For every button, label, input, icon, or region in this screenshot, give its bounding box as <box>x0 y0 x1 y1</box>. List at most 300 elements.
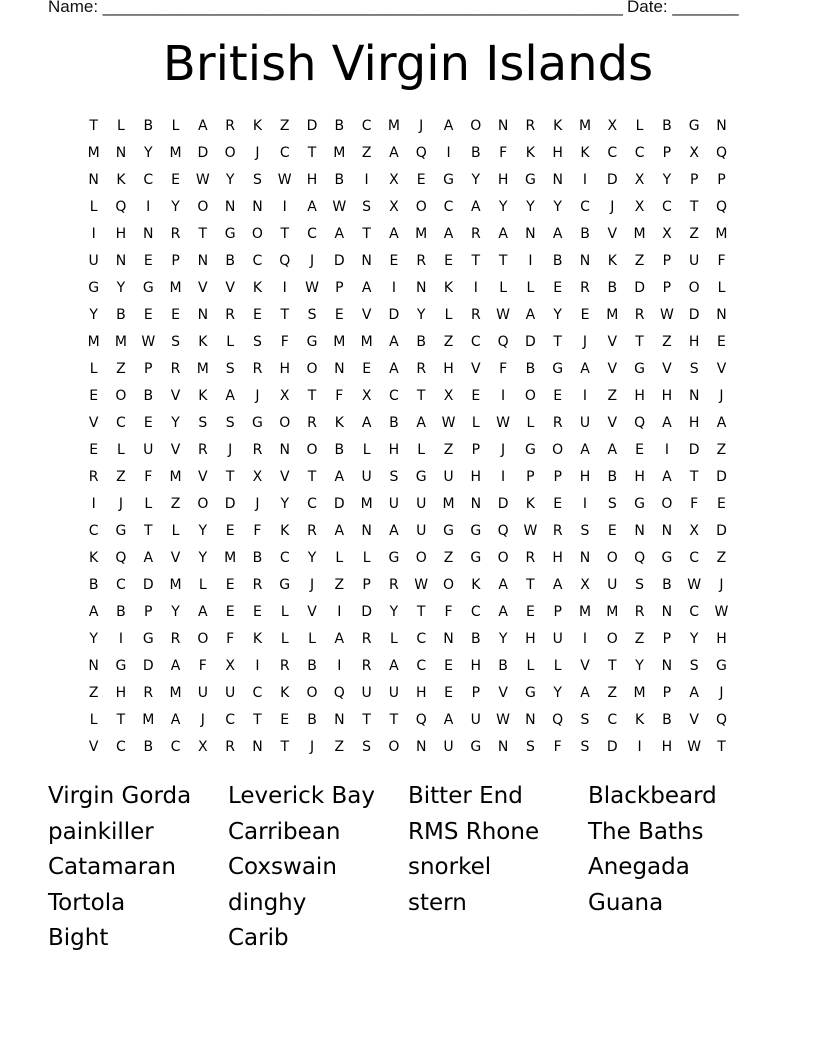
grid-letter: N <box>661 523 673 539</box>
grid-letter: I <box>364 172 369 188</box>
grid-letter: Z <box>116 361 126 377</box>
grid-letter: C <box>252 685 263 701</box>
grid-letter: P <box>144 361 153 377</box>
grid-letter: A <box>689 685 699 701</box>
grid-letter: S <box>252 172 262 188</box>
grid-letter: C <box>389 388 399 404</box>
grid-letter: V <box>607 415 618 431</box>
word-bank-item: stern <box>408 889 467 916</box>
grid-letter: R <box>361 631 372 647</box>
grid-letter: T <box>553 334 562 350</box>
grid-letter: N <box>252 739 263 755</box>
word-bank-item: Bight <box>48 925 109 951</box>
grid-letter: M <box>442 496 455 512</box>
grid-row <box>80 599 736 626</box>
grid-letter: T <box>280 307 289 323</box>
grid-letter: K <box>525 145 535 161</box>
grid-letter: V <box>498 685 508 701</box>
grid-letter: H <box>497 172 509 188</box>
grid-letter: W <box>277 172 292 188</box>
grid-letter: B <box>607 469 618 485</box>
grid-letter: I <box>582 172 588 188</box>
grid-letter: C <box>170 739 181 755</box>
grid-letter: H <box>306 172 318 188</box>
grid-letter: Q <box>552 712 564 728</box>
grid-letter: B <box>552 253 563 269</box>
grid-letter: H <box>115 685 127 701</box>
grid-letter: V <box>361 307 372 323</box>
grid-row <box>80 626 736 653</box>
grid-letter: Y <box>89 631 98 647</box>
grid-letter: K <box>280 523 290 539</box>
grid-letter: A <box>334 226 345 242</box>
grid-letter: G <box>634 496 646 512</box>
grid-letter: N <box>252 199 263 215</box>
grid-letter: O <box>306 361 318 377</box>
grid-letter: E <box>143 415 153 431</box>
grid-letter: E <box>280 712 290 728</box>
grid-letter: V <box>607 226 618 242</box>
grid-letter: H <box>525 631 536 647</box>
word-bank-item: RMS Rhone <box>408 818 540 845</box>
grid-letter: T <box>280 226 289 242</box>
grid-row <box>80 518 736 545</box>
grid-letter: H <box>716 631 727 647</box>
grid-letter: P <box>662 631 672 647</box>
grid-letter: P <box>689 172 699 188</box>
grid-letter: L <box>117 118 125 134</box>
grid-letter: B <box>389 415 399 431</box>
grid-letter: Q <box>634 415 646 431</box>
grid-letter: D <box>361 604 372 620</box>
grid-letter: Y <box>498 631 508 647</box>
grid-letter: M <box>333 145 346 161</box>
grid-letter: U <box>88 253 99 269</box>
grid-letter: G <box>470 739 482 755</box>
word-bank-item: Bitter End <box>408 783 523 809</box>
grid-letter: I <box>118 631 124 647</box>
grid-letter: I <box>664 442 669 458</box>
grid-row <box>80 221 736 248</box>
grid-letter: R <box>252 361 263 377</box>
grid-letter: Y <box>171 415 180 431</box>
grid-letter: N <box>197 307 209 323</box>
grid-letter: G <box>470 523 482 539</box>
grid-letter: J <box>255 388 260 404</box>
grid-letter: P <box>662 253 672 269</box>
word-bank-item: dinghy <box>228 889 307 916</box>
grid-letter: T <box>89 118 98 134</box>
grid-letter: S <box>580 712 590 728</box>
grid-letter: H <box>470 658 482 674</box>
grid-letter: O <box>552 442 564 458</box>
grid-letter: A <box>498 226 508 242</box>
grid-letter: E <box>171 172 180 188</box>
grid-letter: N <box>497 118 509 134</box>
grid-letter: V <box>689 712 699 728</box>
grid-letter: M <box>387 118 400 134</box>
grid-letter: L <box>89 199 98 215</box>
grid-letter: I <box>582 631 588 647</box>
grid-letter: Y <box>280 496 289 512</box>
grid-letter: C <box>634 145 645 161</box>
grid-letter: H <box>279 361 290 377</box>
grid-letter: N <box>716 307 727 323</box>
grid-letter: C <box>580 199 590 215</box>
grid-letter: X <box>198 739 208 755</box>
grid-letter: T <box>608 658 617 674</box>
grid-letter: E <box>444 685 453 701</box>
grid-letter: N <box>88 658 99 674</box>
grid-letter: A <box>389 145 399 161</box>
grid-letter: K <box>198 388 208 404</box>
grid-letter: N <box>361 523 372 539</box>
grid-letter: R <box>525 118 536 134</box>
grid-letter: V <box>198 280 208 296</box>
grid-letter: Z <box>334 739 345 755</box>
grid-letter: F <box>553 739 562 755</box>
grid-letter: Y <box>89 307 98 323</box>
grid-letter: Z <box>170 496 181 512</box>
grid-letter: X <box>389 172 399 188</box>
grid-letter: Q <box>497 334 509 350</box>
grid-letter: S <box>689 658 699 674</box>
grid-letter: K <box>471 577 481 593</box>
grid-letter: N <box>197 253 209 269</box>
grid-letter: T <box>307 469 317 485</box>
grid-letter: M <box>360 334 373 350</box>
grid-letter: E <box>89 388 99 404</box>
grid-letter: L <box>171 118 180 134</box>
grid-letter: B <box>225 253 235 269</box>
grid-letter: E <box>553 280 563 296</box>
grid-letter: A <box>198 118 208 134</box>
grid-letter: Y <box>307 550 317 566</box>
grid-letter: H <box>634 388 645 404</box>
grid-letter: U <box>361 685 372 701</box>
grid-letter: J <box>719 685 724 701</box>
grid-letter: T <box>307 145 317 161</box>
grid-letter: S <box>525 739 535 755</box>
grid-letter: P <box>144 604 153 620</box>
grid-letter: W <box>714 604 729 620</box>
grid-letter: J <box>719 577 724 593</box>
grid-letter: I <box>391 280 396 296</box>
grid-letter: A <box>416 415 426 431</box>
grid-letter: A <box>580 361 590 377</box>
grid-letter: L <box>526 658 535 674</box>
grid-letter: D <box>142 577 154 593</box>
grid-letter: V <box>307 604 317 620</box>
grid-letter: L <box>335 550 344 566</box>
grid-letter: E <box>717 496 726 512</box>
grid-letter: F <box>335 388 344 404</box>
grid-row <box>80 734 736 761</box>
grid-letter: B <box>662 577 672 593</box>
grid-letter: E <box>525 604 535 620</box>
grid-letter: B <box>307 712 317 728</box>
grid-letter: B <box>143 388 154 404</box>
word-bank-item: Tortola <box>48 889 126 916</box>
grid-letter: W <box>332 199 347 215</box>
grid-letter: T <box>689 469 699 485</box>
grid-letter: T <box>280 739 289 755</box>
word-bank-item: Catamaran <box>48 854 176 880</box>
grid-letter: G <box>142 631 154 647</box>
grid-letter: C <box>361 118 372 134</box>
grid-letter: E <box>253 307 262 323</box>
grid-letter: E <box>143 307 153 323</box>
grid-letter: R <box>197 442 208 458</box>
grid-letter: P <box>362 577 371 593</box>
grid-letter: O <box>306 685 318 701</box>
grid-letter: A <box>443 226 454 242</box>
grid-letter: X <box>607 118 618 134</box>
grid-letter: I <box>637 739 642 755</box>
grid-letter: G <box>661 550 673 566</box>
grid-letter: W <box>496 415 511 431</box>
grid-letter: L <box>226 334 235 350</box>
word-bank-item: Carribean <box>228 818 341 845</box>
grid-letter: C <box>252 253 263 269</box>
grid-letter: B <box>471 631 481 647</box>
grid-letter: K <box>252 118 263 134</box>
grid-letter: U <box>470 712 481 728</box>
grid-letter: A <box>389 523 399 539</box>
grid-letter: T <box>198 226 208 242</box>
grid-letter: B <box>334 118 345 134</box>
grid-letter: Q <box>715 145 727 161</box>
grid-letter: F <box>690 496 699 512</box>
grid-letter: M <box>633 685 646 701</box>
grid-letter: R <box>170 631 181 647</box>
grid-letter: M <box>87 334 100 350</box>
grid-letter: M <box>224 550 237 566</box>
grid-letter: I <box>91 226 96 242</box>
grid-letter: V <box>716 361 727 377</box>
grid-letter: B <box>307 658 317 674</box>
grid-letter: F <box>198 658 207 674</box>
grid-letter: K <box>280 685 290 701</box>
grid-letter: U <box>607 577 618 593</box>
grid-letter: S <box>635 577 645 593</box>
grid-letter: S <box>225 415 235 431</box>
grid-letter: X <box>689 523 699 539</box>
grid-letter: X <box>634 172 645 188</box>
grid-letter: G <box>252 415 263 431</box>
word-bank-item: painkiller <box>48 818 154 845</box>
grid-letter: I <box>282 280 287 296</box>
grid-letter: Z <box>334 577 345 593</box>
grid-letter: B <box>116 604 126 620</box>
grid-letter: T <box>253 712 262 728</box>
grid-letter: J <box>309 739 315 755</box>
grid-letter: O <box>470 118 482 134</box>
grid-letter: Y <box>553 307 562 323</box>
grid-letter: E <box>89 442 99 458</box>
grid-letter: M <box>142 712 155 728</box>
grid-letter: A <box>525 307 536 323</box>
grid-letter: Z <box>361 145 372 161</box>
grid-letter: T <box>143 523 153 539</box>
grid-letter: K <box>580 145 590 161</box>
grid-letter: R <box>525 550 536 566</box>
grid-row <box>80 140 736 167</box>
grid-letter: A <box>143 550 154 566</box>
grid-letter: S <box>607 496 617 512</box>
grid-letter: N <box>115 145 127 161</box>
grid-letter: V <box>225 280 235 296</box>
grid-letter: H <box>661 739 673 755</box>
grid-row <box>80 383 736 410</box>
grid-letter: C <box>225 712 236 728</box>
grid-letter: U <box>143 442 154 458</box>
grid-letter: F <box>253 523 262 539</box>
grid-row <box>80 545 736 572</box>
grid-letter: O <box>197 496 209 512</box>
grid-letter: B <box>662 118 672 134</box>
grid-letter: W <box>687 577 702 593</box>
grid-letter: C <box>470 604 481 620</box>
grid-letter: I <box>282 199 287 215</box>
grid-letter: H <box>552 145 563 161</box>
date-line: Date: _______ <box>627 0 739 16</box>
grid-letter: H <box>688 415 700 431</box>
grid-letter: I <box>337 658 342 674</box>
grid-letter: I <box>473 280 478 296</box>
grid-letter: R <box>252 577 263 593</box>
grid-letter: S <box>689 361 699 377</box>
grid-letter: G <box>552 361 564 377</box>
grid-letter: F <box>444 604 453 620</box>
grid-letter: P <box>717 172 726 188</box>
grid-letter: O <box>224 145 236 161</box>
grid-letter: S <box>362 199 372 215</box>
grid-letter: B <box>525 361 536 377</box>
grid-letter: L <box>198 577 207 593</box>
grid-row <box>80 464 736 491</box>
grid-letter: B <box>88 577 99 593</box>
grid-letter: C <box>416 658 427 674</box>
grid-letter: E <box>553 496 563 512</box>
grid-letter: T <box>717 739 726 755</box>
grid-letter: N <box>634 523 645 539</box>
grid-letter: W <box>141 334 156 350</box>
grid-letter: L <box>280 631 289 647</box>
grid-letter: R <box>634 307 645 323</box>
word-bank-item: snorkel <box>408 854 492 880</box>
grid-letter: O <box>606 550 618 566</box>
grid-letter: D <box>716 523 727 539</box>
grid-letter: Y <box>662 172 672 188</box>
grid-letter: G <box>388 550 400 566</box>
grid-letter: S <box>252 334 262 350</box>
grid-letter: T <box>689 199 699 215</box>
grid-letter: V <box>607 361 618 377</box>
grid-letter: A <box>389 334 399 350</box>
grid-letter: Y <box>553 199 562 215</box>
grid-letter: S <box>171 334 180 350</box>
grid-letter: Y <box>498 199 508 215</box>
grid-letter: N <box>497 739 509 755</box>
grid-letter: J <box>309 577 315 593</box>
grid-letter: Y <box>143 145 153 161</box>
grid-letter: Q <box>115 550 127 566</box>
grid-letter: B <box>662 712 672 728</box>
grid-letter: R <box>552 415 563 431</box>
grid-letter: N <box>143 226 154 242</box>
grid-letter: A <box>198 604 208 620</box>
grid-letter: I <box>582 496 588 512</box>
word-bank-item: Carib <box>228 925 289 951</box>
puzzle-title: British Virgin Islands <box>162 36 654 92</box>
grid-letter: Q <box>415 145 427 161</box>
grid-letter: A <box>498 577 508 593</box>
grid-letter: M <box>169 469 182 485</box>
grid-letter: I <box>91 496 96 512</box>
grid-letter: B <box>580 226 590 242</box>
grid-letter: I <box>146 199 151 215</box>
grid-letter: A <box>170 712 181 728</box>
grid-letter: L <box>499 280 507 296</box>
grid-letter: A <box>662 469 672 485</box>
grid-letter: F <box>499 361 508 377</box>
grid-letter: A <box>88 604 99 620</box>
grid-letter: E <box>444 253 453 269</box>
grid-letter: M <box>578 118 592 134</box>
grid-letter: Y <box>116 280 126 296</box>
grid-letter: M <box>578 604 592 620</box>
grid-letter: X <box>662 226 672 242</box>
grid-letter: V <box>198 469 208 485</box>
grid-letter: C <box>116 577 126 593</box>
grid-letter: P <box>471 442 481 458</box>
word-bank-item: Guana <box>588 889 664 916</box>
grid-letter: R <box>634 604 645 620</box>
grid-letter: I <box>337 604 342 620</box>
grid-letter: H <box>579 469 591 485</box>
grid-letter: M <box>333 334 346 350</box>
grid-letter: E <box>553 388 563 404</box>
grid-letter: Y <box>553 685 562 701</box>
name-line: Name: _______________________________________________________ <box>48 0 623 16</box>
grid-letter: U <box>443 469 454 485</box>
grid-letter: L <box>144 496 153 512</box>
grid-letter: D <box>306 118 318 134</box>
grid-letter: L <box>89 361 98 377</box>
grid-letter: P <box>553 604 562 620</box>
grid-letter: J <box>419 118 424 134</box>
grid-letter: Y <box>198 550 208 566</box>
grid-letter: P <box>553 469 562 485</box>
grid-row <box>80 356 736 383</box>
grid-row <box>80 248 736 275</box>
word-bank-item: Blackbeard <box>588 783 717 809</box>
grid-letter: N <box>661 658 673 674</box>
grid-letter: B <box>116 307 126 323</box>
grid-letter: D <box>142 658 154 674</box>
grid-row <box>80 113 736 140</box>
grid-letter: Y <box>171 604 180 620</box>
grid-letter: L <box>717 280 726 296</box>
grid-letter: M <box>715 226 728 242</box>
grid-letter: O <box>524 388 536 404</box>
grid-letter: E <box>334 307 344 323</box>
grid-letter: R <box>470 226 481 242</box>
grid-letter: P <box>471 685 481 701</box>
grid-letter: K <box>334 415 344 431</box>
grid-letter: F <box>499 145 508 161</box>
